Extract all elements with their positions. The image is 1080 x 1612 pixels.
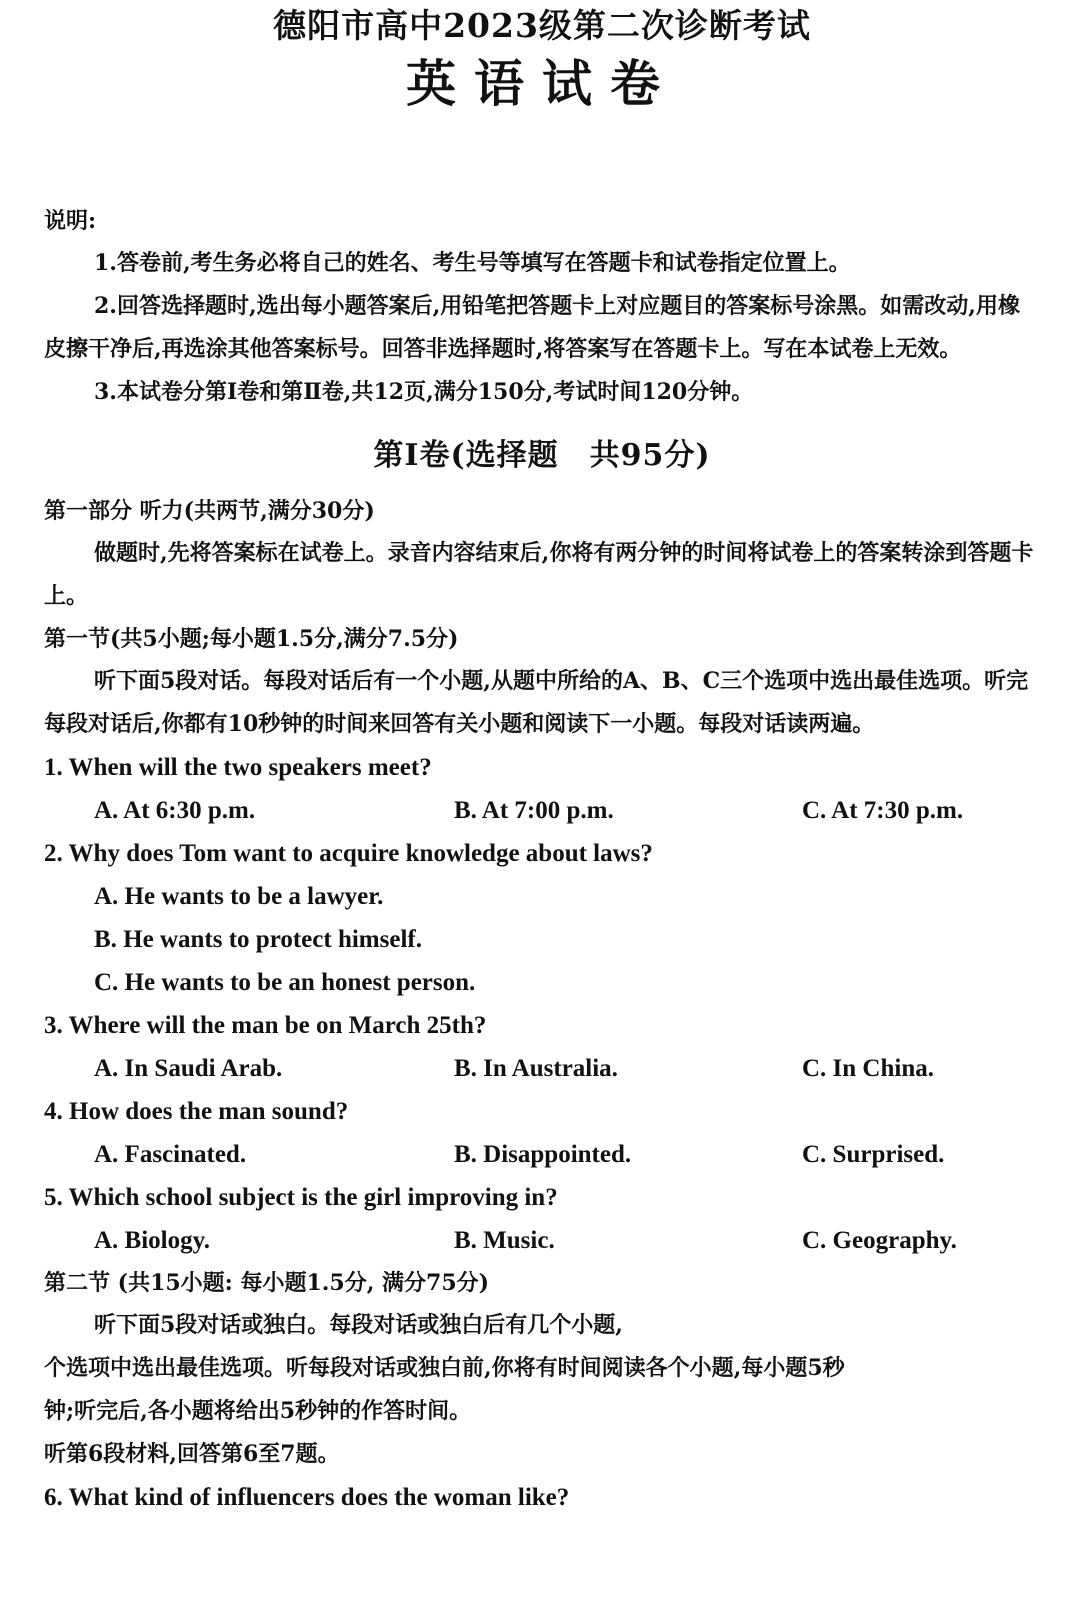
exam-title: 德阳市高中2023级第二次诊断考试 xyxy=(273,6,811,45)
section2-instruction-line-3: 钟;听完后,各小题将给出5秒钟的作答时间。 xyxy=(44,1398,472,1424)
option-c: C. Geography. xyxy=(802,1227,957,1254)
note-item-3: 3.本试卷分第Ⅰ卷和第Ⅱ卷,共12页,满分150分,考试时间120分钟。 xyxy=(94,379,754,405)
option-a: A. In Saudi Arab. xyxy=(94,1055,283,1082)
material-6-label: 听第6段材料,回答第6至7题。 xyxy=(44,1441,340,1467)
option-c: C. Surprised. xyxy=(802,1141,945,1168)
section2-heading: 第二节 (共15小题: 每小题1.5分, 满分75分) xyxy=(44,1270,490,1296)
option-a: A. He wants to be a lawyer. xyxy=(94,883,384,910)
option-a: A. At 6:30 p.m. xyxy=(94,797,256,824)
option-c: C. In China. xyxy=(802,1055,934,1082)
section2-instruction-line-1: 听下面5段对话或独白。每段对话或独白后有几个小题, xyxy=(94,1312,623,1338)
question-3-options xyxy=(44,1047,1040,1090)
option-a: A. Biology. xyxy=(94,1227,210,1254)
option-b: B. Music. xyxy=(454,1227,555,1254)
question-1-options xyxy=(44,789,1040,832)
note-item-1: 1.答卷前,考生务必将自己的姓名、考生号等填写在答题卡和试卷指定位置上。 xyxy=(94,250,851,276)
option-c: C. At 7:30 p.m. xyxy=(802,797,964,824)
part1-instruction: 做题时,先将答案标在试卷上。录音内容结束后,你将有两分钟的时间将试卷上的答案转涂到答题卡上。 xyxy=(44,540,1034,609)
question-1-stem: 1. When will the two speakers meet? xyxy=(44,754,432,781)
notes-list xyxy=(44,242,1040,414)
question-4-options xyxy=(44,1133,1040,1176)
question-5-stem: 5. Which school subject is the girl improving in? xyxy=(44,1184,558,1211)
paper-title: 英语试卷 xyxy=(406,54,678,113)
notes-heading: 说明: xyxy=(44,208,97,234)
option-b: B. In Australia. xyxy=(454,1055,618,1082)
part1-heading: 第一部分 听力(共两节,满分30分) xyxy=(44,498,375,524)
question-5-options xyxy=(44,1219,1040,1262)
section2-instruction-line-2: 个选项中选出最佳选项。听每段对话或独白前,你将有时间阅读各个小题,每小题5秒 xyxy=(44,1355,845,1381)
question-6-stem: 6. What kind of influencers does the woman like? xyxy=(44,1484,570,1511)
volume-title: 第Ⅰ卷(选择题 共95分) xyxy=(373,438,711,473)
option-a: A. Fascinated. xyxy=(94,1141,247,1168)
section1-instruction: 听下面5段对话。每段对话后有一个小题,从题中所给的A、B、C三个选项中选出最佳选项。听完每段对话后,你都有10秒钟的时间来回答有关小题和阅读下一小题。每段对话读两遍。 xyxy=(44,668,1029,737)
option-b: B. At 7:00 p.m. xyxy=(454,797,614,824)
option-c: C. He wants to be an honest person. xyxy=(94,969,476,996)
section1-heading: 第一节(共5小题;每小题1.5分,满分7.5分) xyxy=(44,626,459,652)
question-2-stem: 2. Why does Tom want to acquire knowledge about laws? xyxy=(44,840,653,867)
question-3-stem: 3. Where will the man be on March 25th? xyxy=(44,1012,487,1039)
option-b: B. Disappointed. xyxy=(454,1141,632,1168)
option-b: B. He wants to protect himself. xyxy=(94,926,422,953)
question-4-stem: 4. How does the man sound? xyxy=(44,1098,349,1125)
note-item-2: 2.回答选择题时,选出每小题答案后,用铅笔把答题卡上对应题目的答案标号涂黑。如需改动,用橡皮擦干净后,再选涂其他答案标号。回答非选择题时,将答案写在答题卡上。写在本试卷上无效。 xyxy=(44,293,1020,362)
